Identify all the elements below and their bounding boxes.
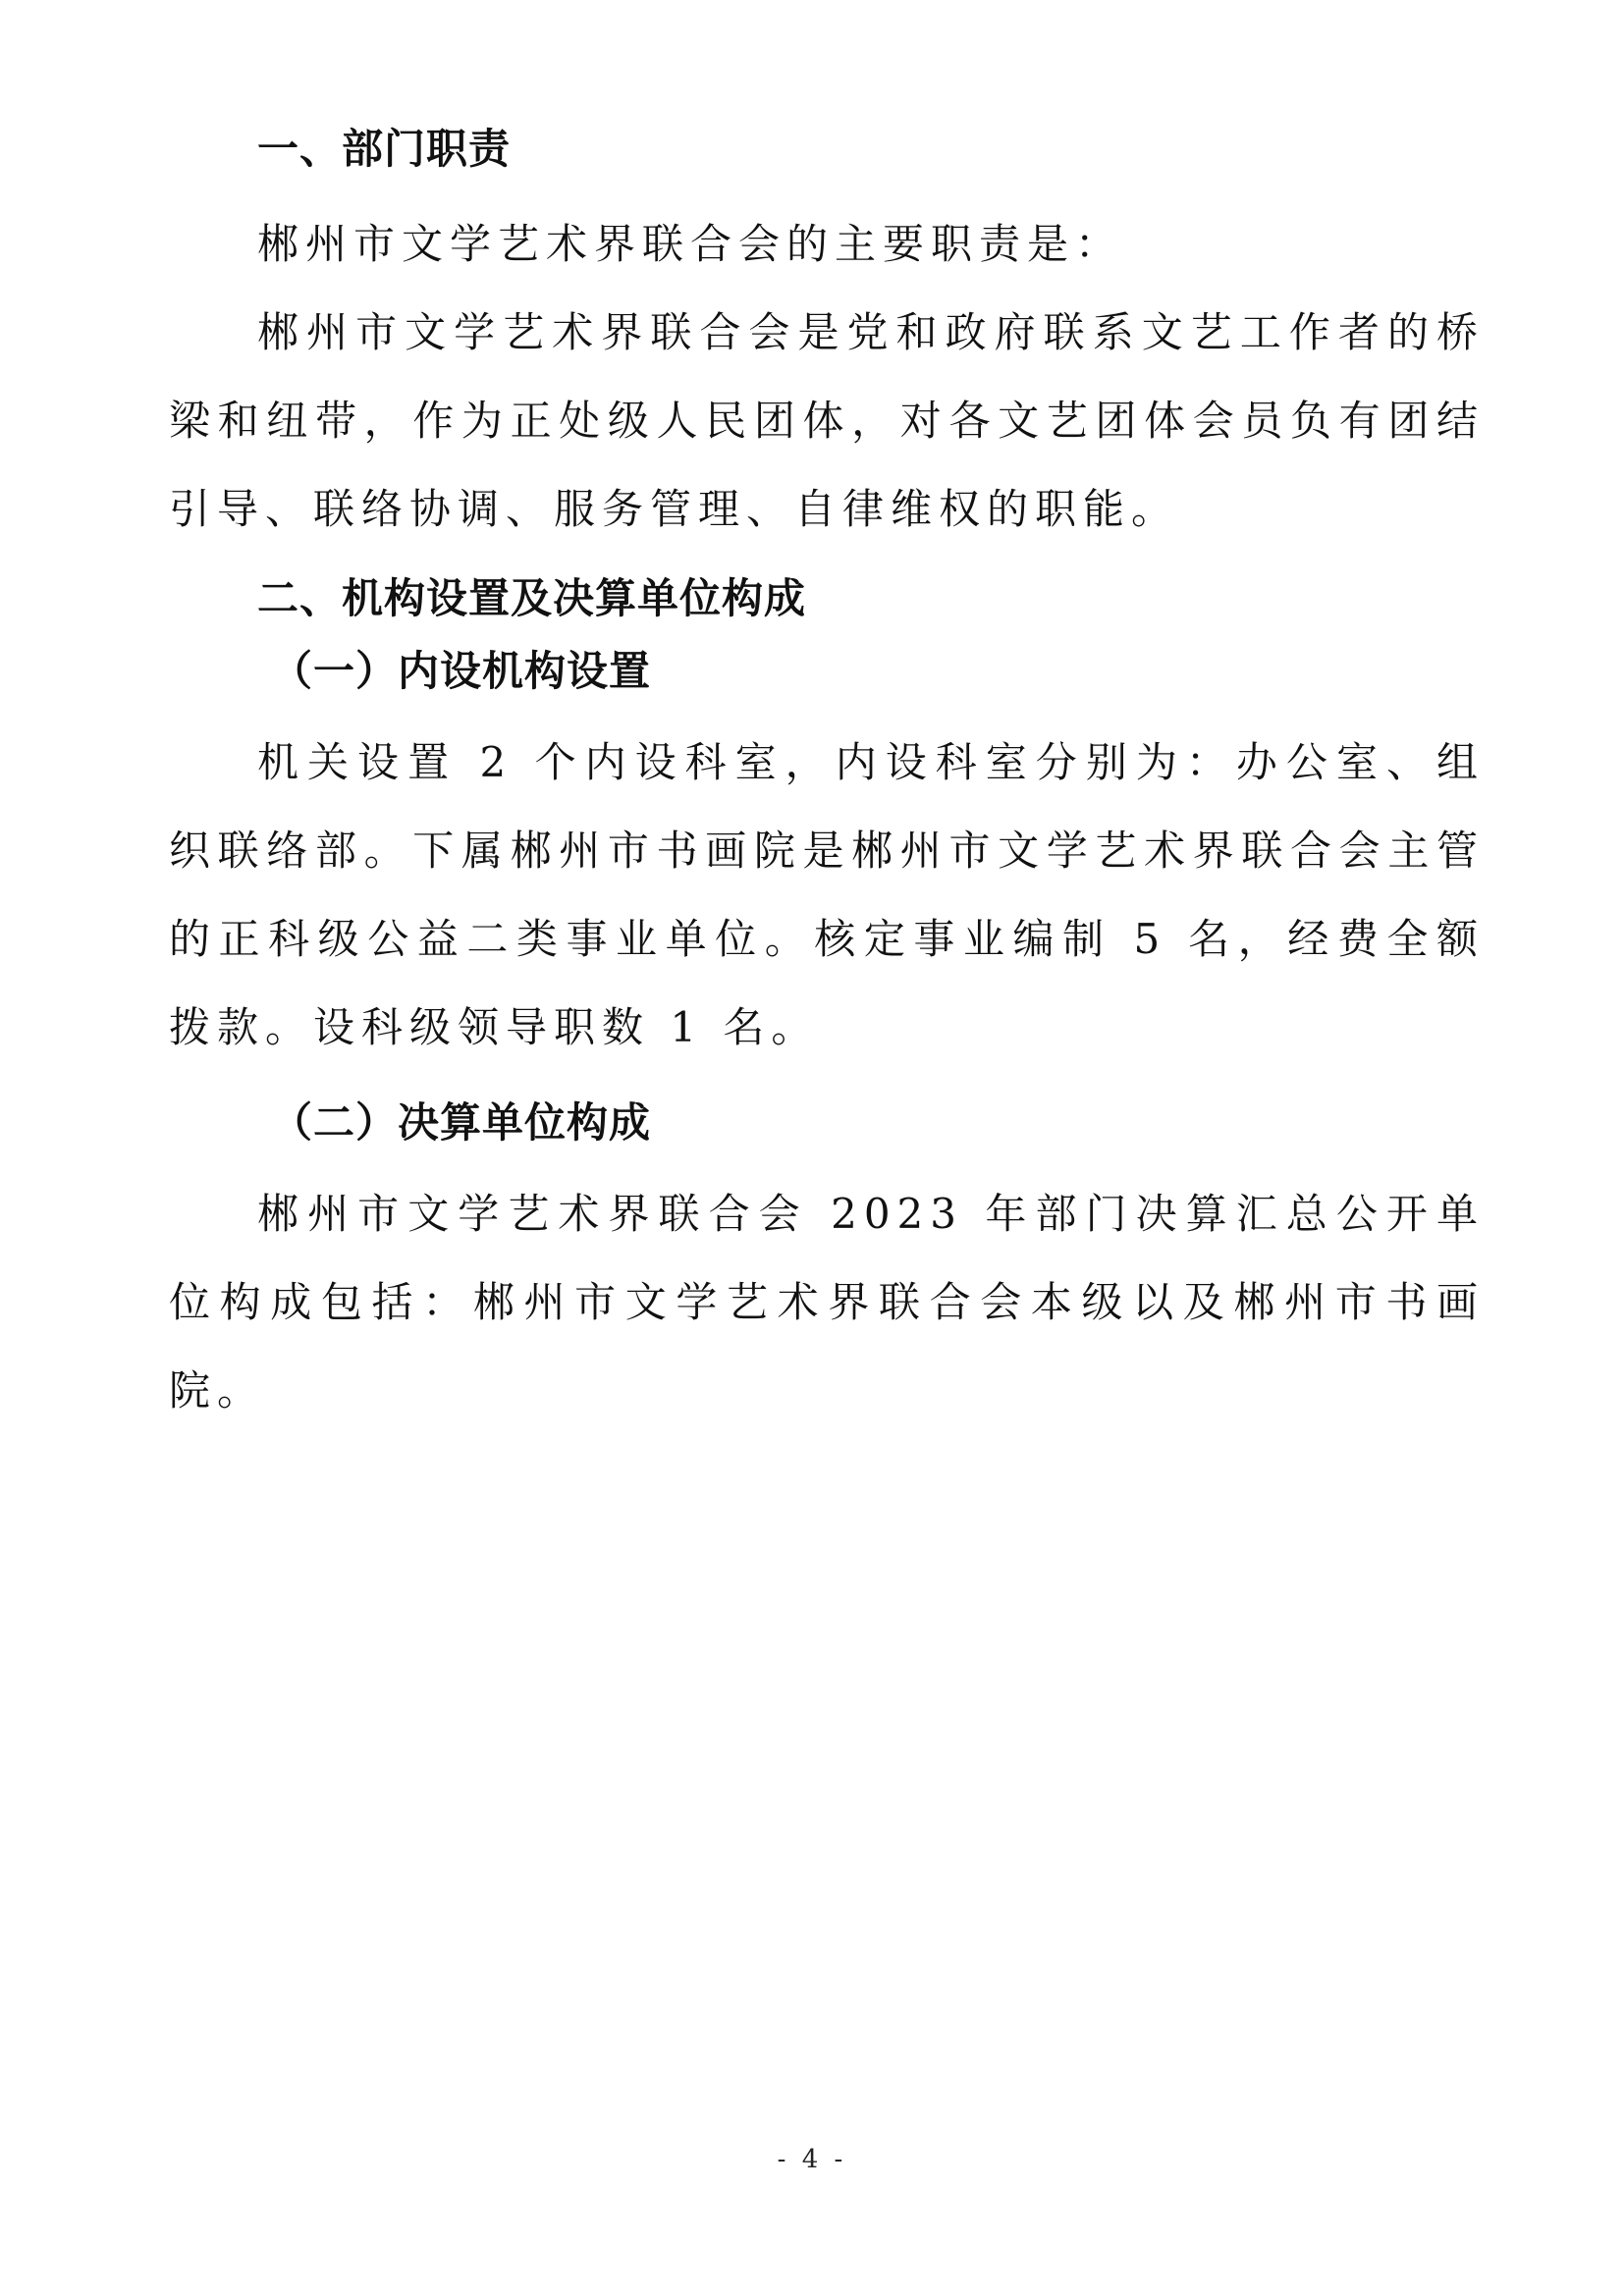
budget-units-paragraph: 郴州市文学艺术界联合会 2023 年部门决算汇总公开单位构成包括：郴州市文学艺术界联合会本级以及郴州市书画院。 <box>169 1190 1485 1415</box>
duties-intro-paragraph: 郴州市文学艺术界联合会的主要职责是： <box>257 220 1124 268</box>
sub-heading-internal-departments: （一）内设机构设置 <box>271 647 652 695</box>
page-number: - 4 - <box>777 2145 847 2174</box>
internal-departments-paragraph: 机关设置 2 个内设科室，内设科室分别为：办公室、组织联络部。下属郴州市书画院是郴州市文学艺术界联合会主管的正科级公益二类事业单位。核定事业编制 5 名，经费全额拨款。设科级领导职数 1 名。 <box>169 738 1485 1051</box>
sub-heading-budget-units: （二）决算单位构成 <box>271 1098 652 1147</box>
duties-body-paragraph: 郴州市文学艺术界联合会是党和政府联系文艺工作者的桥梁和纽带，作为正处级人民团体，对各文艺团体会员负有团结引导、联络协调、服务管理、自律维权的职能。 <box>169 308 1485 533</box>
page-content <box>169 110 1485 1435</box>
section-heading-organization: 二、机构设置及决算单位构成 <box>257 574 807 622</box>
section-heading-duties: 一、部门职责 <box>257 125 512 173</box>
